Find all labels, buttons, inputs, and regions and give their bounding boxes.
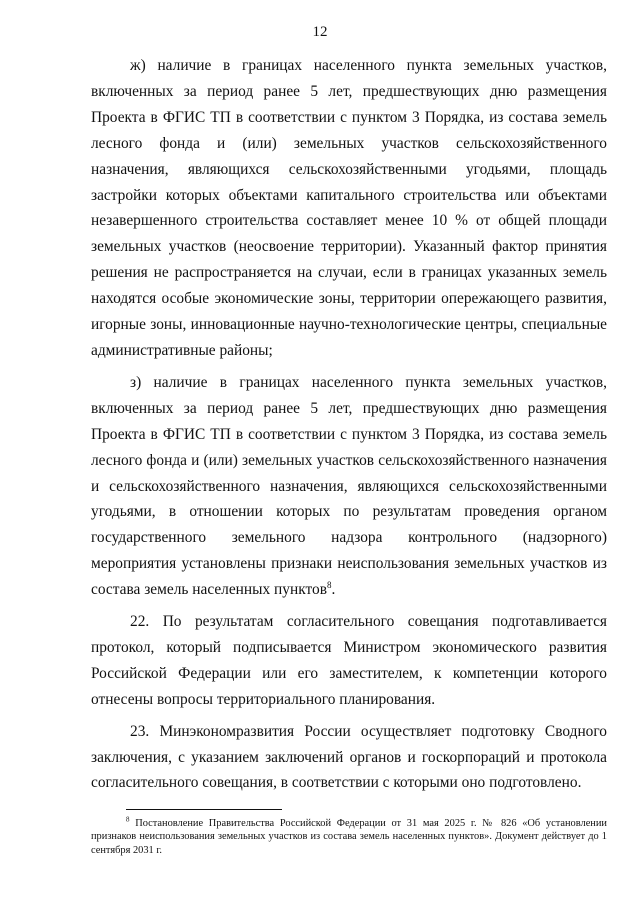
paragraph-22 <box>91 609 607 713</box>
paragraph-z <box>91 370 607 603</box>
paragraph-text: з) наличие в границах населенного пункта земельных участков, включенных за период ранее 5 лет, предшествующих дню размещения Проекта в ФГИС ТП в соответствии с пунктом 3 Порядка, из состава земель лесного фонда и (или) земельных участков сельскохозяйственного назначения и сельскохозяйственного назначения, являющихся сельскохозяйственными угодьями, в отношении которых по результатам проведения органом государственного земельного надзора контрольного (надзорного) мероприятия установлены признаки неиспользования земельных участков из состава земель населенных пунктов <box>91 373 607 599</box>
paragraph-text: 22. По результатам согласительного совещания подготавливается протокол, который подписывается Министром экономического развития Российской Федерации или его заместителем, к компетенции которого отнесены вопросы территориального планирования. <box>91 613 607 708</box>
footnote-divider <box>126 809 282 810</box>
footnote-reference[interactable]: 8 <box>326 580 332 590</box>
paragraph-end-punctuation: . <box>331 581 336 599</box>
paragraph-zh <box>91 53 607 364</box>
footnote-text: Постановление Правительства Российской Федерации от 31 мая 2025 г. № 826 «Об установлении признаков неиспользования земельных участков из состава земель населенных пунктов». Документ действует до 1 сентября 2031 г. <box>91 818 607 856</box>
paragraph-text: ж) наличие в границах населенного пункта земельных участков, включенных за период ранее 5 лет, предшествующих дню размещения Проекта в ФГИС ТП в соответствии с пунктом 3 Порядка, из состава земель лесного фонда и (или) земельных участков сельскохозяйственного назначения, являющихся сельскохозяйственными угодьями, площадь застройки которых объектами капитального строительства или объектами незавершенного строительства составляет менее 10 % от общей площади земельных участков (неосвоение территории). Указанный фактор принятия решения не распространяется на случаи, если в границах указанных земель находятся особые экономические зоны, территории опережающего развития, игорные зоны, инновационные научно-технологические центры, специальные административные районы; <box>91 57 607 359</box>
footnote-mark: 8 <box>126 815 130 824</box>
page-number: 12 <box>312 24 328 40</box>
footnote <box>91 817 607 857</box>
paragraph-text: 23. Минэкономразвития России осуществляет подготовку Сводного заключения, с указанием заключений органов и госкорпораций и протокола согласительного совещания, в соответствии с которыми оно подготовлено. <box>91 722 607 792</box>
paragraph-23 <box>91 719 607 797</box>
document-body <box>91 53 607 796</box>
